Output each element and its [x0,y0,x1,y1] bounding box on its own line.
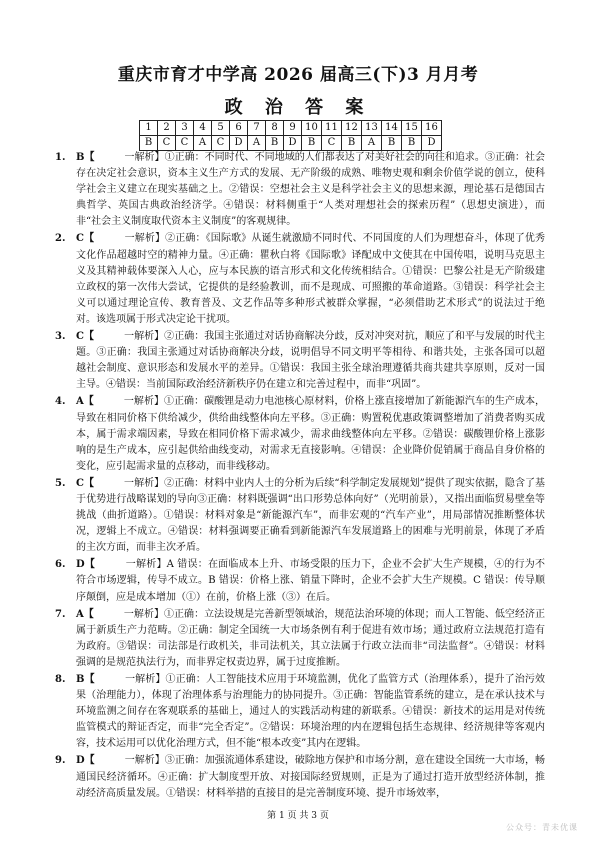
question-answer: C【 [76,233,95,245]
answer-key-numbers-row [140,121,442,136]
question-answer: A【 [76,396,94,408]
question-answer: B【 [76,152,95,163]
question-6 [55,557,546,605]
question-explanation: 一解析】①正确：立法设规是完善新型领域治，规范法治环境的体现；而人工智能、低空经济正属于新质生产力范畴。②正确：制定全国统一大市场条例有利于促进有效市场；通过政府立法规范打造有为政府。③错误：司法部是行政机关，非司法机关，其立法属于行政立法而非“司法监督”。④错误：材料强调的是规范执法行为，而非界定权责边界，属于过度推断。 [76,608,545,668]
answer-key-answer: B [402,136,422,151]
question-5 [55,476,545,556]
question-explanation: 一解析】②正确：材料中业内人士的分析为后续“科学制定发展规划”提供了现实依据，隐含了基于优势进行战略谋划的导向③正确：材料既强调“出口形势总体向好”（光明前景），又指出面临贸易壁垒等挑战（曲折道路）。①错误：材料对象是“新能源汽车”，而非宏观的“汽车产业”，用局部情况推断整体状况，逻辑上不成立。④错误：材料强调要正确看到新能源汽车发展道路上的困难与光明前景，体现了矛盾的主次方面，而非主次矛盾。 [76,477,545,554]
question-number: 5. [55,477,66,489]
question-explanation: 一解析】①正确：人工智能技术应用于环境监测，优化了监管方式（治理体系），提升了治污效果（治理能力），体现了治理体系与治理能力的协同提升。③正确：智能监管系统的建立，是在承认技术与环境监测之间存在客观联系的基础上，通过人的实践活动构建的新联系。④错误：新技术的运用是对传统监管模式的辩证否定，而非“完全否定”。②错误：环境治理的内在逻辑包括生态规律、经济规律等客观内容，技术运用可以优化治理方式，但不能“根本改变”其内在逻辑。 [76,674,546,750]
answer-key-number: 6 [230,121,248,136]
answer-key-answer: B [140,136,158,151]
answer-key-number: 2 [158,121,176,136]
answer-key-number: 10 [302,121,322,136]
answer-key-answer: A [248,136,266,151]
answer-key-answers-row [140,136,442,151]
question-explanation: 一解析】①正确：不同时代、不同地域的人们都表达了对美好社会的向往和追求。③正确：社会存在决定社会意识，资本主义生产方式的发展、无产阶级的成熟、唯物史观和剩余价值学说的创立，使科学社会主义建立在现实基础之上。②错误：空想社会主义是科学社会主义的思想来源，理论基石是德国古典哲学、英国古典政治经济学。④错误：材料侧重于“人类对理想社会的探索历程”（思想史演进），而非“社会主义制度取代资本主义制度”的客观规律。 [76,152,546,228]
answer-key-number: 12 [342,121,362,136]
answer-key-table [139,120,442,151]
answer-key-answer: D [284,136,302,151]
question-answer: D【 [76,559,96,571]
page-title: 重庆市育才中学高 2026 届高三(下)3 月月考 [117,65,479,85]
answer-key-number: 5 [212,121,230,136]
question-2 [55,231,546,328]
question-7 [55,607,545,671]
question-8 [55,672,546,752]
answer-key-answer: D [422,136,442,151]
answer-key-answer: C [322,136,342,151]
page-subtitle: 政 治 答 案 [224,97,372,118]
answer-key-answer: B [266,136,284,151]
question-explanation: 一解析】②正确：我国主张通过对话协商解决分歧，反对冲突对抗，顺应了和平与发展的时代主题。③正确：我国主张通过对话协商解决分歧，说明倡导不同文明平等相待、和谐共处，主张各国可以超越社会制度、意识形态和发展水平的差异。①错误：我国主张全球治理遵循共商共建共享原则，反对一国主导。④错误：当前国际政治经济新秩序仍在建立和完善过程中，而非“巩固”。 [76,331,546,391]
question-answer: B【 [76,674,95,685]
answer-key-number: 9 [284,121,302,136]
answer-key-number: 4 [194,121,212,136]
answer-key-number: 7 [248,121,266,136]
question-explanation: 一解析】A 错误：在面临成本上升、市场受限的压力下，企业不会扩大生产规模，④的行为不符合市场逻辑，传导不成立。B 错误：价格上涨、销量下降时，企业不会扩大生产规模。C 错误：传导顺序颠倒，应是成本增加（①）在前，价格上涨（③）在后。 [76,559,546,603]
answer-key-answer: C [212,136,230,151]
question-number: 9. [55,755,66,767]
answer-key-number: 3 [176,121,194,136]
question-explanation: 一解析】①正确：碳酸锂是动力电池核心原材料，价格上涨直接增加了新能源汽车的生产成本，导致在相同价格下供给减少，供给曲线整体向左平移。③正确：购置税优惠政策调整增加了消费者购买成本，属于需求端因素，导致在相同价格下需求减少，需求曲线整体向左平移。②错误：碳酸锂价格上涨影响的是生产成本，应引起供给曲线变动，对需求无直接影响。④错误：企业降价促销属于商品自身价格的变化，应引起需求量的点移动，而非线移动。 [76,396,545,472]
question-3 [55,329,546,393]
answer-key-number: 8 [266,121,284,136]
answer-key-number: 1 [140,121,158,136]
question-answer: C【 [76,477,94,489]
explanations [55,150,545,803]
question-number: 6. [55,559,66,571]
question-4 [55,394,545,474]
question-explanation: 一解析】②正确：《国际歌》从诞生就激励不同时代、不同国度的人们为理想奋斗，体现了优秀文化作品超越时空的精神力量。④正确：瞿秋白将《国际歌》译配成中文使其在中国传唱，说明马克思主义及其精神载体要深入人心，应与本民族的语言形式和文化传统相结合。①错误：巴黎公社是无产阶级建立政权的第一次伟大尝试，它提供的是经验教训，而不是现成、可照搬的革命道路。③错误：科学社会主义可以通过理论宣传、教育普及、文艺作品等多种形式被群众掌握，“必须借助艺术形式”的说法过于绝对。该选项属于形式决定论干扰项。 [76,233,546,325]
question-answer: D【 [76,755,95,767]
answer-key-answer: B [302,136,322,151]
question-answer: C【 [76,331,95,343]
question-number: 8. [55,674,66,685]
answer-key-answer: B [382,136,402,151]
watermark: 公众号：青未优课 [506,823,578,832]
question-number: 2. [55,233,66,245]
page-footer: 第 1 页 共 3 页 [267,811,329,821]
answer-key-answer: C [176,136,194,151]
answer-key-answer: B [342,136,362,151]
answer-key-answer: D [230,136,248,151]
question-explanation: 一解析】③正确：加强流通体系建设，破除地方保护和市场分割，意在建设全国统一大市场，畅通国民经济循环。④正确：扩大制度型开放、对接国际经贸规则，正是为了通过打造开放型经济体制，推动经济高质量发展。①错误：材料举措的直接目的是完善制度环境、提升市场效率， [76,755,546,799]
answer-key-answer: C [158,136,176,151]
question-1 [55,150,546,230]
question-number: 1. [55,152,66,163]
question-answer: A【 [76,608,94,620]
answer-key-number: 11 [322,121,342,136]
answer-key-number: 15 [402,121,422,136]
question-number: 3. [55,331,66,343]
question-number: 7. [55,608,66,620]
answer-key-answer: A [194,136,212,151]
answer-key-number: 14 [382,121,402,136]
answer-key-number: 13 [362,121,382,136]
question-9 [55,753,546,801]
question-number: 4. [55,396,66,408]
answer-key-answer: A [362,136,382,151]
answer-key-number: 16 [422,121,442,136]
